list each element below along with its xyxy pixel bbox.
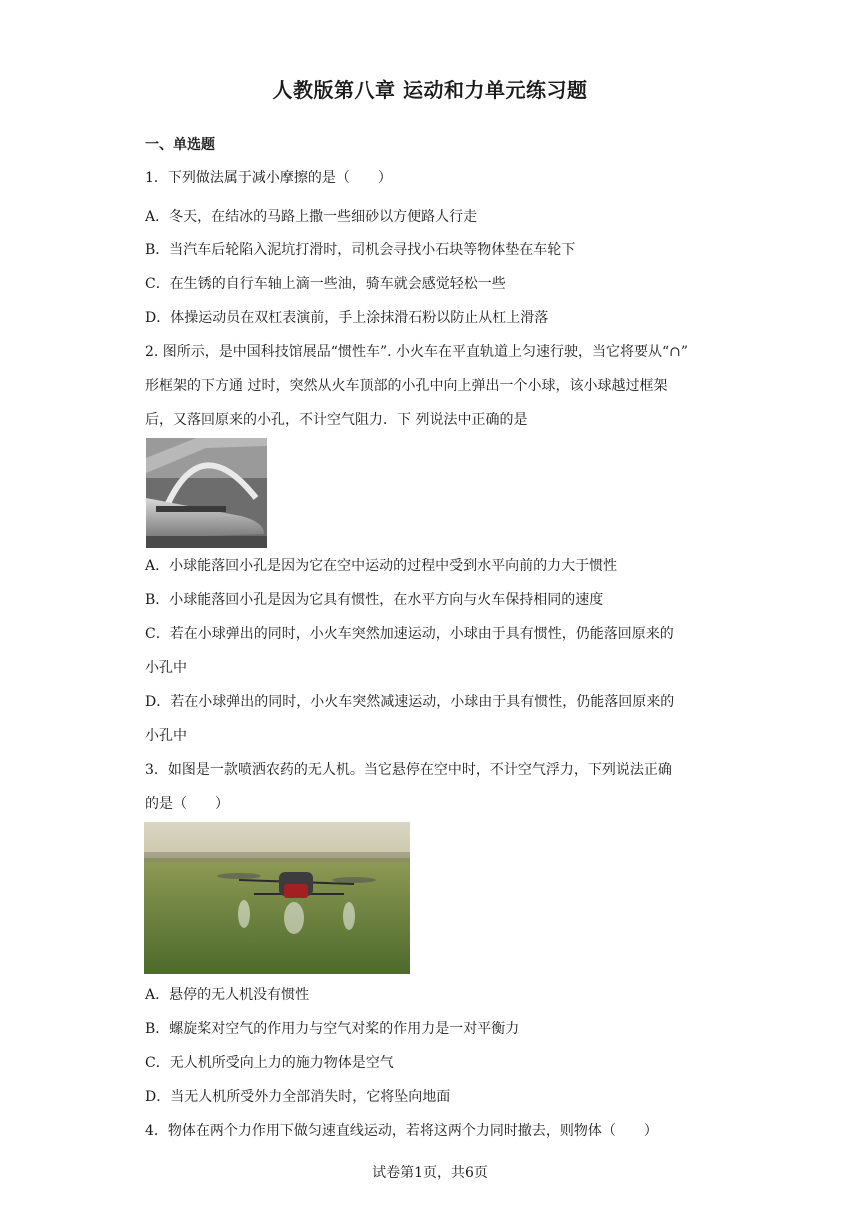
question-2-option-b: B．小球能落回小孔是因为它具有惯性，在水平方向与火车保持相同的速度 [145,592,604,608]
question-1-option-d: D．体操运动员在双杠表演前，手上涂抹滑石粉以防止从杠上滑落 [145,310,549,326]
question-3-option-c: C．无人机所受向上力的施力物体是空气 [145,1055,394,1071]
question-3-stem-line-2: 的是（ ） [145,796,229,812]
question-2-option-c-line-1: C．若在小球弹出的同时，小火车突然加速运动，小球由于具有惯性，仍能落回原来的 [145,626,674,642]
question-2-stem-line-1: 2. 图所示，是中国科技馆展品“惯性车”. 小火车在平直轨道上匀速行驶，当它将要从“∩” [145,344,689,360]
question-1-stem: 1．下列做法属于减小摩擦的是（ ） [145,170,392,186]
question-1-option-c: C．在生锈的自行车轴上滴一些油，骑车就会感觉轻松一些 [145,276,506,292]
question-3-option-a: A．悬停的无人机没有惯性 [145,987,310,1003]
question-2-option-d-line-1: D．若在小球弹出的同时，小火车突然减速运动，小球由于具有惯性，仍能落回原来的 [145,694,675,710]
question-2-stem-line-2: 形框架的下方通 过时，突然从火车顶部的小孔中向上弹出一个小球，该小球越过框架 [145,378,668,394]
inertia-train-photo [146,438,267,548]
page-footer: 试卷第1页，共6页 [372,1165,488,1181]
question-2-option-d-line-2: 小孔中 [145,728,187,744]
question-1-option-a: A．冬天，在结冰的马路上撒一些细砂以方便路人行走 [145,209,478,225]
question-3-option-b: B．螺旋桨对空气的作用力与空气对桨的作用力是一对平衡力 [145,1021,520,1037]
question-3-stem-line-1: 3．如图是一款喷洒农药的无人机。当它悬停在空中时，不计空气浮力，下列说法正确 [145,762,672,778]
document-title: 人教版第八章 运动和力单元练习题 [272,78,588,102]
question-3-option-d: D．当无人机所受外力全部消失时，它将坠向地面 [145,1089,451,1105]
question-4-stem: 4．物体在两个力作用下做匀速直线运动，若将这两个力同时撤去，则物体（ ） [145,1123,658,1139]
question-2-option-c-line-2: 小孔中 [145,660,187,676]
section-heading: 一、单选题 [145,137,215,153]
question-1-option-b: B．当汽车后轮陷入泥坑打滑时，司机会寻找小石块等物体垫在车轮下 [145,242,576,258]
question-2-option-a: A．小球能落回小孔是因为它在空中运动的过程中受到水平向前的力大于惯性 [145,558,618,574]
spraying-drone-photo [144,822,410,974]
question-2-stem-line-3: 后，又落回原来的小孔，不计空气阻力．下 列说法中正确的是 [145,412,528,428]
